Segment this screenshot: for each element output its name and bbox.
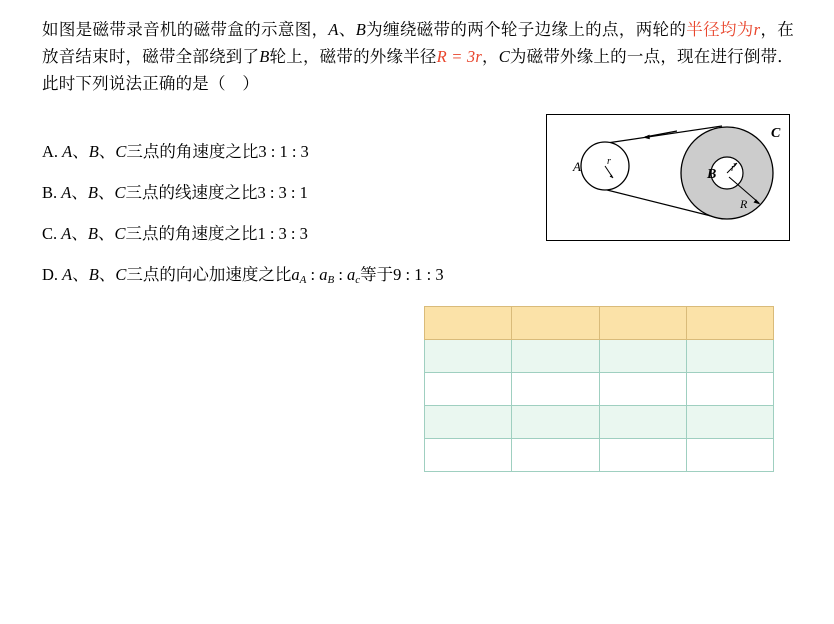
table-cell[interactable] <box>512 373 599 406</box>
option-a-label: A. <box>42 142 59 161</box>
option-c[interactable] <box>42 222 562 246</box>
option-d-point-2: B <box>88 265 99 284</box>
option-d-label: D. <box>42 265 59 284</box>
table-cell[interactable] <box>686 406 773 439</box>
option-a-point-1: A <box>62 142 73 161</box>
svg-text:R: R <box>740 197 748 211</box>
option-b-sep-2: 、 <box>97 183 115 202</box>
option-b-label: B. <box>42 183 58 202</box>
option-c-sep-2: 、 <box>97 224 115 243</box>
option-b-text: 三点的线速度之比 <box>125 183 258 202</box>
option-a-point-3: C <box>115 142 127 161</box>
svg-text:r: r <box>607 156 611 167</box>
option-a-ratio: 3 : 1 : 3 <box>258 142 309 161</box>
option-d-sep-2: 、 <box>98 265 116 284</box>
option-a[interactable] <box>42 140 562 164</box>
table-cell[interactable] <box>512 307 599 340</box>
option-d-sep-1: 、 <box>72 265 89 284</box>
table-cell[interactable] <box>686 340 773 373</box>
option-d-text: 三点的向心加速度之比 <box>126 265 292 284</box>
option-d-ratio: 9 : 1 : 3 <box>393 265 444 284</box>
option-d-accel-c: a <box>347 265 356 284</box>
table-row <box>425 406 774 439</box>
table-cell[interactable] <box>686 439 773 472</box>
stem-text-3: 缘上的点，两轮的 <box>551 20 687 39</box>
stem-highlight-R-equals-3r: R = 3r <box>436 47 482 66</box>
option-d-accel-b-sub: B <box>327 274 335 286</box>
option-a-sep-1: 、 <box>72 142 89 161</box>
option-list <box>42 140 562 309</box>
table-cell[interactable] <box>425 406 512 439</box>
table-cell[interactable] <box>512 340 599 373</box>
stem-sep-2: ， <box>481 47 499 66</box>
option-b-ratio: 3 : 3 : 1 <box>257 183 308 202</box>
option-c-sep-1: 、 <box>71 224 88 243</box>
stem-text-4: ，在放音结束时，磁带全部绕到了 <box>42 20 794 66</box>
option-c-label: C. <box>42 224 58 243</box>
table-cell[interactable] <box>599 373 686 406</box>
option-b[interactable] <box>42 181 562 205</box>
stem-highlight-radius: 半径均为 <box>686 20 754 39</box>
option-d-accel-a: a <box>291 265 300 284</box>
option-d-equals: 等于 <box>360 265 394 284</box>
stem-symbol-C: C <box>498 47 510 66</box>
stem-symbol-B: B <box>355 20 366 39</box>
table-row <box>425 340 774 373</box>
option-c-point-2: B <box>87 224 98 243</box>
stem-text-5: 轮上， <box>269 47 320 66</box>
option-a-point-2: B <box>88 142 99 161</box>
svg-text:A: A <box>573 159 581 174</box>
option-b-sep-1: 、 <box>71 183 88 202</box>
stem-highlight-radius-symbol: r <box>753 20 761 39</box>
answer-table <box>424 306 774 472</box>
option-c-point-1: A <box>61 224 72 243</box>
option-d-colon-2: : <box>334 265 348 284</box>
option-c-point-3: C <box>114 224 126 243</box>
option-d-point-1: A <box>62 265 73 284</box>
table-cell[interactable] <box>425 373 512 406</box>
option-d-colon-1: : <box>306 265 320 284</box>
table-cell[interactable] <box>425 439 512 472</box>
option-d-accel-a-sub: A <box>299 274 307 286</box>
svg-text:C: C <box>771 126 781 141</box>
option-b-point-2: B <box>87 183 98 202</box>
table-cell[interactable] <box>425 340 512 373</box>
option-a-sep-2: 、 <box>98 142 116 161</box>
option-d[interactable] <box>42 263 562 292</box>
stem-text-1: 如图是磁带录音机的磁带盒的示意图， <box>42 20 329 39</box>
tape-cassette-figure <box>546 114 790 241</box>
stem-symbol-B2: B <box>259 47 270 66</box>
table-row <box>425 307 774 340</box>
question-stem <box>42 16 794 97</box>
option-d-point-3: C <box>115 265 127 284</box>
table-cell[interactable] <box>599 340 686 373</box>
stem-sep-1: 、 <box>338 20 356 39</box>
table-cell[interactable] <box>512 406 599 439</box>
stem-text-7: 为磁带外缘上的一点，现在进行倒带．此时 <box>42 47 794 93</box>
option-d-accel-c-sub: c <box>355 274 361 286</box>
table-cell[interactable] <box>599 406 686 439</box>
table-row <box>425 439 774 472</box>
stem-symbol-A: A <box>328 20 339 39</box>
stem-text-6: 磁带的外缘半径 <box>319 47 437 66</box>
option-c-ratio: 1 : 3 : 3 <box>257 224 308 243</box>
svg-text:r: r <box>731 163 735 174</box>
option-a-text: 三点的角速度之比 <box>126 142 259 161</box>
svg-text:B: B <box>707 167 717 182</box>
table-cell[interactable] <box>425 307 512 340</box>
stem-text-2: 为缠绕磁带的两个轮子边 <box>365 20 552 39</box>
table-cell[interactable] <box>599 439 686 472</box>
option-d-accel-b: a <box>319 265 328 284</box>
table-cell[interactable] <box>686 373 773 406</box>
option-c-text: 三点的角速度之比 <box>125 224 258 243</box>
option-b-point-3: C <box>114 183 126 202</box>
table-row <box>425 373 774 406</box>
table-cell[interactable] <box>599 307 686 340</box>
stem-text-8: 下列说法正确的是（ ） <box>75 74 260 93</box>
table-cell[interactable] <box>512 439 599 472</box>
table-cell[interactable] <box>686 307 773 340</box>
option-b-point-1: A <box>61 183 72 202</box>
